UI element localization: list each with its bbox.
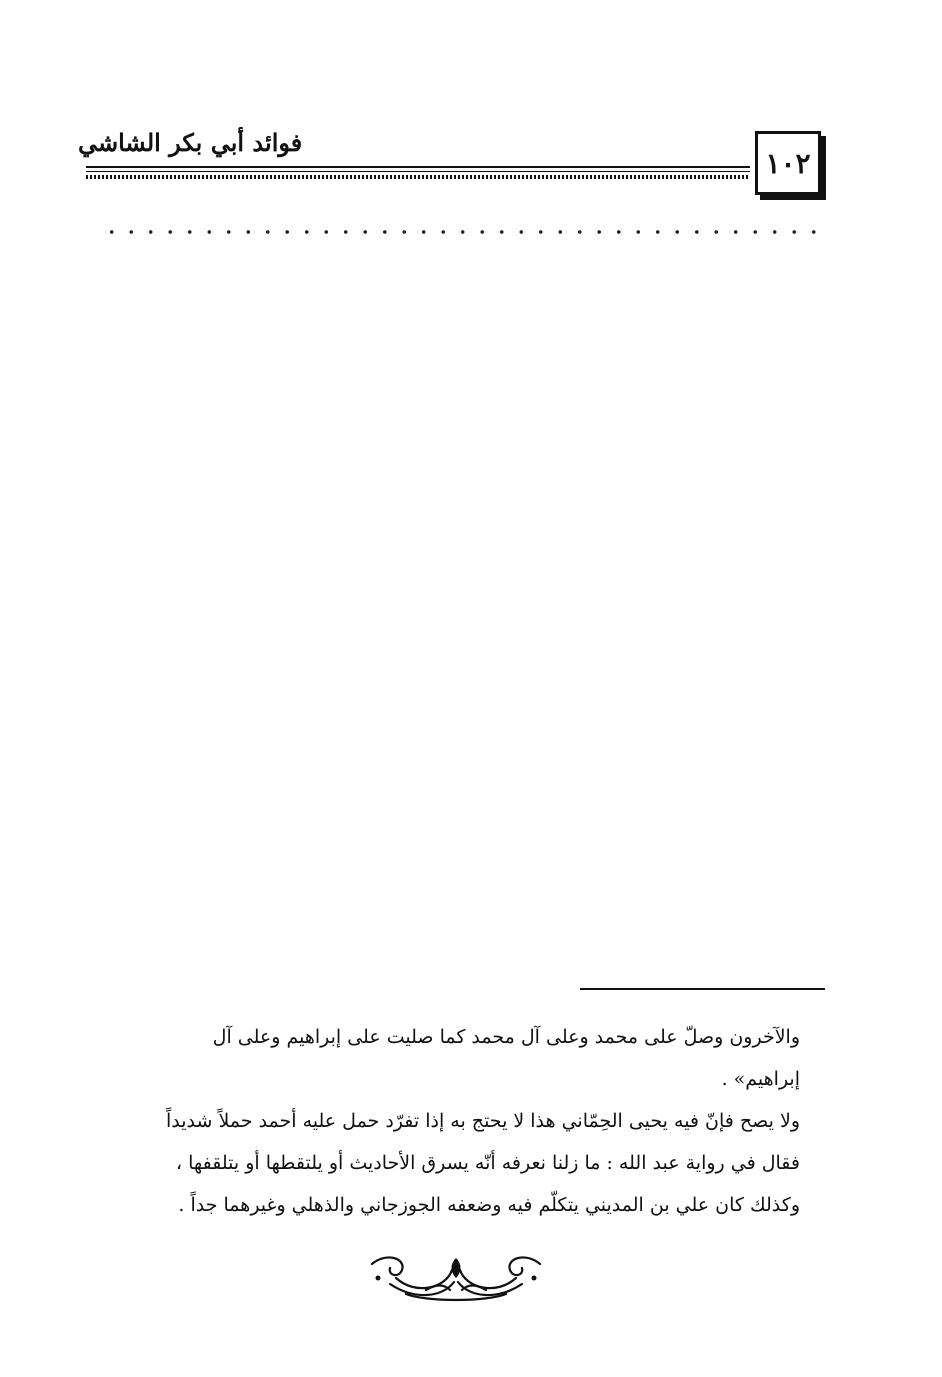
- footnote-line: فقال في رواية عبد الله : ما زلنا نعرفه أنّه يسرق الأحاديث أو يلتقطها أو يتلقفها ،: [175, 1152, 800, 1174]
- page-number: ١٠٢: [765, 146, 811, 180]
- footnote-line: وكذلك كان علي بن المديني يتكلّم فيه وضعفه الجوزجاني والذهلي وغيرهما جداً .: [178, 1194, 800, 1216]
- footnote-text: [80, 1016, 800, 1226]
- footnote-line: والآخرون وصلّ على محمد وعلى آل محمد كما صليت على إبراهيم وعلى آل: [212, 1026, 800, 1048]
- header-rule-hatched: [86, 175, 750, 179]
- footnote-line: إبراهيم» .: [721, 1068, 800, 1090]
- page-number-box: [755, 131, 821, 195]
- footnote-line: ولا يصح فإنّ فيه يحيى الحِمّاني هذا لا يحتج به إذا تفرّد حمل عليه أحمد حملاً شديداً: [166, 1110, 800, 1132]
- header-rule-thin: [86, 171, 750, 172]
- end-ornament-icon: [366, 1248, 546, 1304]
- footnote-rule: [580, 988, 825, 990]
- header-rule: [86, 166, 750, 168]
- running-header-title: فوائد أبي بكر الشاشي: [78, 128, 303, 157]
- dotted-separator: [102, 224, 822, 240]
